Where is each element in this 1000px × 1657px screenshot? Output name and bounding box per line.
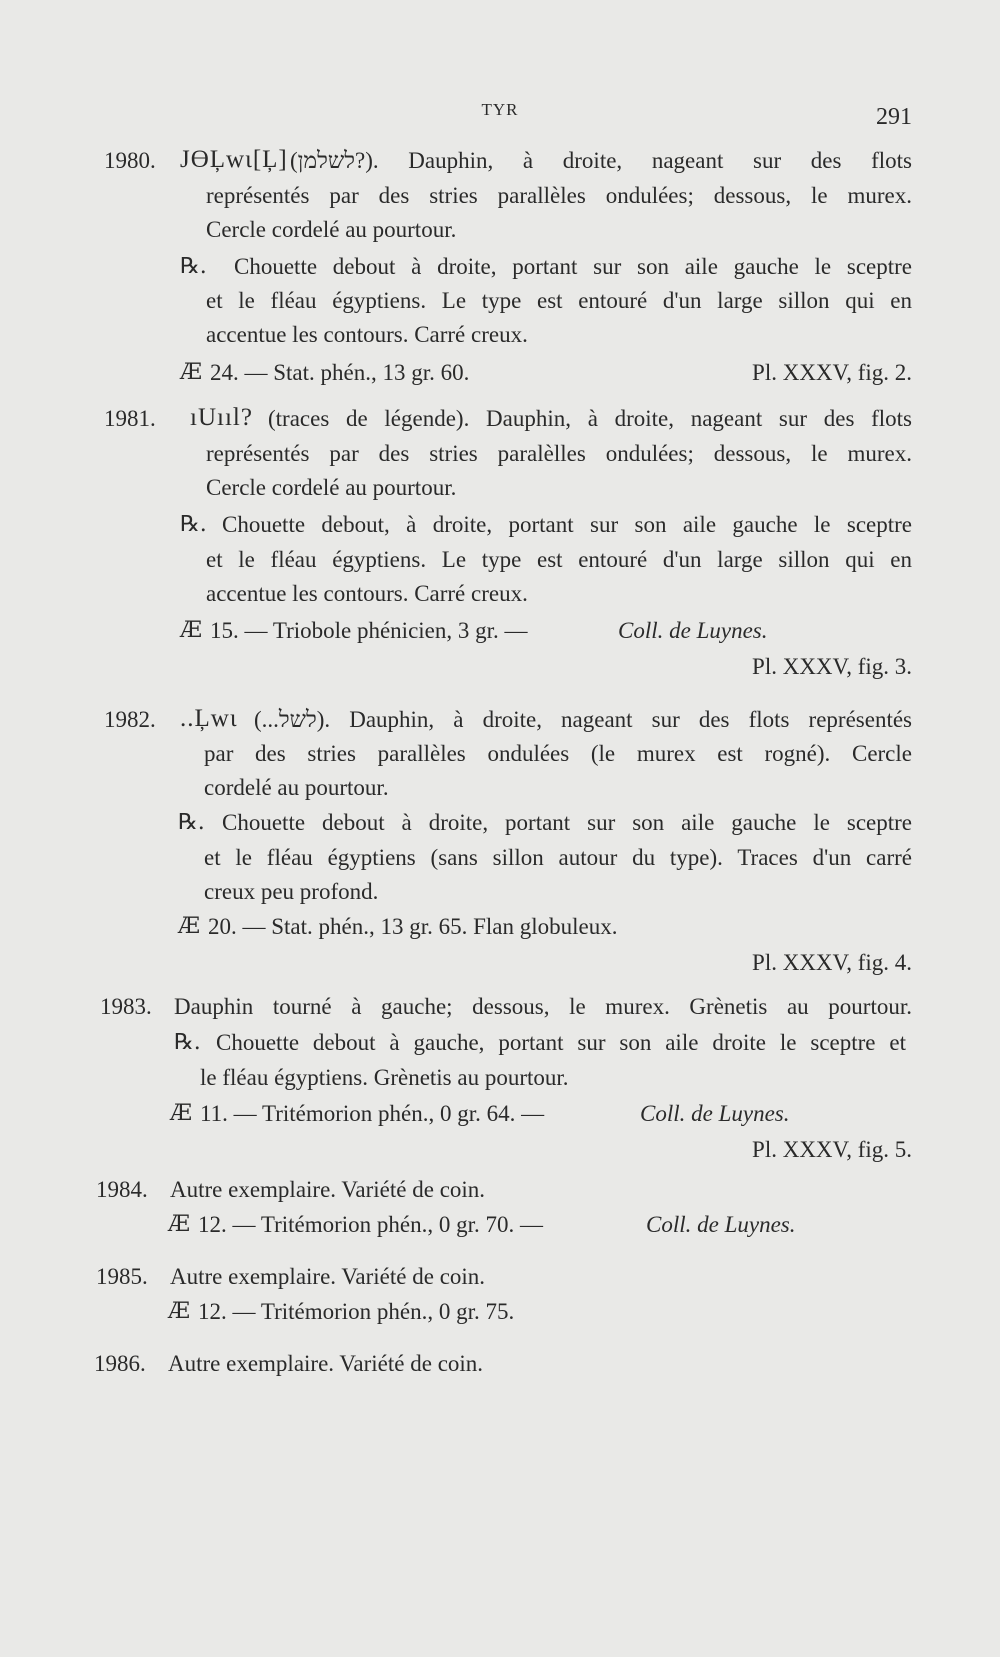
entry-number: 1981. (104, 406, 156, 431)
entry-text-line: (...לשל). Dauphin, à droite, nageant sur des flots représentés (254, 707, 912, 732)
running-head: TYR (481, 100, 519, 119)
collection-note: Coll. de Luynes. (640, 1101, 790, 1126)
metadata-line: 20. — Stat. phén., 13 gr. 65. Flan globuleux. (208, 914, 618, 939)
reverse-symbol: ℞. (178, 810, 205, 835)
reverse-symbol: ℞. (180, 254, 207, 279)
reverse-symbol: ℞. (180, 512, 207, 537)
entry-number: 1986. (94, 1351, 146, 1376)
reverse-symbol: ℞. (174, 1030, 201, 1055)
entry-text-line: Dauphin tourné à gauche; dessous, le murex. Grènetis au pourtour. (174, 994, 912, 1019)
entry-text-line: représentés par des stries paralèlles ondulées; dessous, le murex. (206, 441, 912, 466)
reverse-line: et le fléau égyptiens (sans sillon autour du type). Traces d'un carré (204, 845, 912, 870)
reverse-line: Chouette debout à droite, portant sur son aile gauche le sceptre (222, 810, 912, 835)
metadata-line: 24. — Stat. phén., 13 gr. 60. (210, 360, 470, 385)
reverse-line: et le fléau égyptiens. Le type est entouré d'un large sillon qui en (206, 288, 912, 313)
reverse-line: accentue les contours. Carré creux. (206, 322, 528, 347)
entry-text-line: Cercle cordelé au pourtour. (206, 475, 457, 500)
legend-phoenician: ıUııl? (190, 404, 253, 431)
reverse-line: Chouette debout, à droite, portant sur son aile gauche le sceptre (222, 512, 912, 537)
legend-phoenician: ..Ļwɩ (180, 705, 238, 732)
entry-number: 1984. (96, 1177, 148, 1202)
entry-text-line: (traces de légende). Dauphin, à droite, nageant sur des flots (268, 406, 912, 431)
legend-phoenician: JϴĻwɩ[Ļ] (180, 146, 288, 173)
reverse-line: accentue les contours. Carré creux. (206, 581, 528, 606)
silver-symbol: Æ (178, 914, 201, 939)
metadata-line: 12. — Tritémorion phén., 0 gr. 70. — (198, 1212, 544, 1237)
entry-text-line: Cercle cordelé au pourtour. (206, 217, 457, 242)
entry-text-line: (לשלמן?). Dauphin, à droite, nageant sur des flots (290, 148, 912, 173)
plate-reference: Pl. XXXV, fig. 3. (752, 654, 912, 679)
entry-text-line: Autre exemplaire. Variété de coin. (170, 1177, 486, 1202)
entry-text-line: représentés par des stries parallèles ondulées; dessous, le murex. (206, 183, 912, 208)
collection-note: Coll. de Luynes. (618, 618, 768, 643)
reverse-line: le fléau égyptiens. Grènetis au pourtour. (200, 1065, 569, 1090)
entry-text-line: Autre exemplaire. Variété de coin. (170, 1264, 486, 1289)
plate-reference: Pl. XXXV, fig. 4. (752, 950, 912, 975)
reverse-line: Chouette debout à droite, portant sur son aile gauche le sceptre (234, 254, 912, 279)
entry-number: 1985. (96, 1264, 148, 1289)
plate-reference: Pl. XXXV, fig. 5. (752, 1137, 912, 1162)
entry-number: 1983. (100, 994, 152, 1019)
metadata-line: 15. — Triobole phénicien, 3 gr. — (210, 618, 528, 643)
entry-number: 1982. (104, 707, 156, 732)
collection-note: Coll. de Luynes. (646, 1212, 796, 1237)
metadata-line: 12. — Tritémorion phén., 0 gr. 75. (198, 1299, 515, 1324)
silver-symbol: Æ (170, 1101, 193, 1126)
metadata-line: 11. — Tritémorion phén., 0 gr. 64. — (200, 1101, 545, 1126)
reverse-line: creux peu profond. (204, 879, 379, 904)
entry-text-line: par des stries parallèles ondulées (le murex est rogné). Cercle (204, 741, 912, 766)
entry-number: 1980. (104, 148, 156, 173)
reverse-line: Chouette debout à gauche, portant sur son aile droite le sceptre et (216, 1030, 906, 1055)
silver-symbol: Æ (180, 360, 203, 385)
silver-symbol: Æ (168, 1299, 191, 1324)
silver-symbol: Æ (168, 1212, 191, 1237)
entry-text-line: cordelé au pourtour. (204, 775, 389, 800)
page-number: 291 (876, 104, 912, 130)
entry-text-line: Autre exemplaire. Variété de coin. (168, 1351, 484, 1376)
reverse-line: et le fléau égyptiens. Le type est entouré d'un large sillon qui en (206, 547, 912, 572)
plate-reference: Pl. XXXV, fig. 2. (752, 360, 912, 385)
silver-symbol: Æ (180, 618, 203, 643)
